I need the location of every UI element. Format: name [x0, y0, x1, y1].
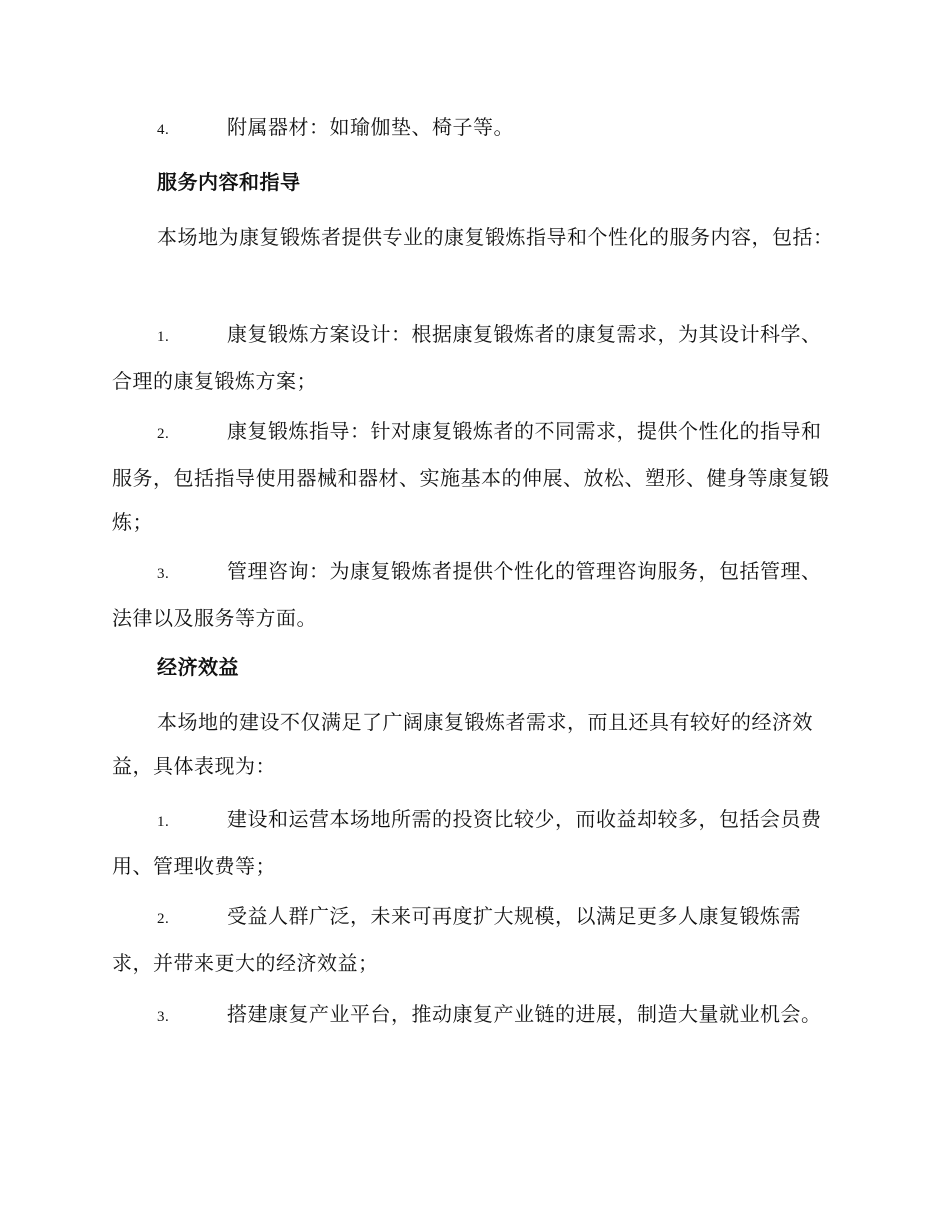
list-number: 2.	[157, 426, 170, 442]
list-text: 管理咨询：为康复锻炼者提供个性化的管理咨询服务，包括管理、法律以及服务等方面。	[112, 559, 822, 630]
list-text: 受益人群广泛，未来可再度扩大规模，以满足更多人康复锻炼需求，并带来更大的经济效益；	[112, 904, 801, 975]
paragraph-service-intro: 本场地为康复锻炼者提供专业的康复锻炼指导和个性化的服务内容，包括：	[157, 225, 834, 249]
paragraph-economic-intro: 本场地的建设不仅满足了广阔康复锻炼者需求，而且还具有较好的经济效益，具体表现为：	[112, 710, 813, 778]
list-item	[112, 105, 834, 152]
section-heading-economic: 经济效益	[157, 655, 239, 679]
list-item	[112, 312, 834, 403]
list-number: 3.	[157, 566, 170, 582]
list-item	[112, 894, 834, 985]
list-item	[112, 409, 834, 544]
list-number: 3.	[157, 1009, 170, 1025]
list-item	[112, 797, 834, 888]
list-text: 建设和运营本场地所需的投资比较少，而收益却较多，包括会员费用、管理收费等；	[112, 807, 822, 878]
list-number: 1.	[157, 814, 170, 830]
section-heading-service: 服务内容和指导	[157, 170, 301, 194]
list-number: 2.	[157, 911, 170, 927]
list-item	[112, 549, 834, 640]
list-number: 4.	[157, 122, 170, 138]
list-text: 搭建康复产业平台，推动康复产业链的进展，制造大量就业机会。	[227, 1002, 822, 1026]
list-text: 康复锻炼方案设计：根据康复锻炼者的康复需求，为其设计科学、合理的康复锻炼方案；	[112, 322, 822, 393]
list-text: 康复锻炼指导：针对康复锻炼者的不同需求，提供个性化的指导和服务，包括指导使用器械和器材、实施基本的伸展、放松、塑形、健身等康复锻炼；	[112, 419, 830, 534]
list-item	[112, 992, 834, 1039]
list-text: 附属器材：如瑜伽垫、椅子等。	[227, 115, 514, 139]
list-number: 1.	[157, 329, 170, 345]
